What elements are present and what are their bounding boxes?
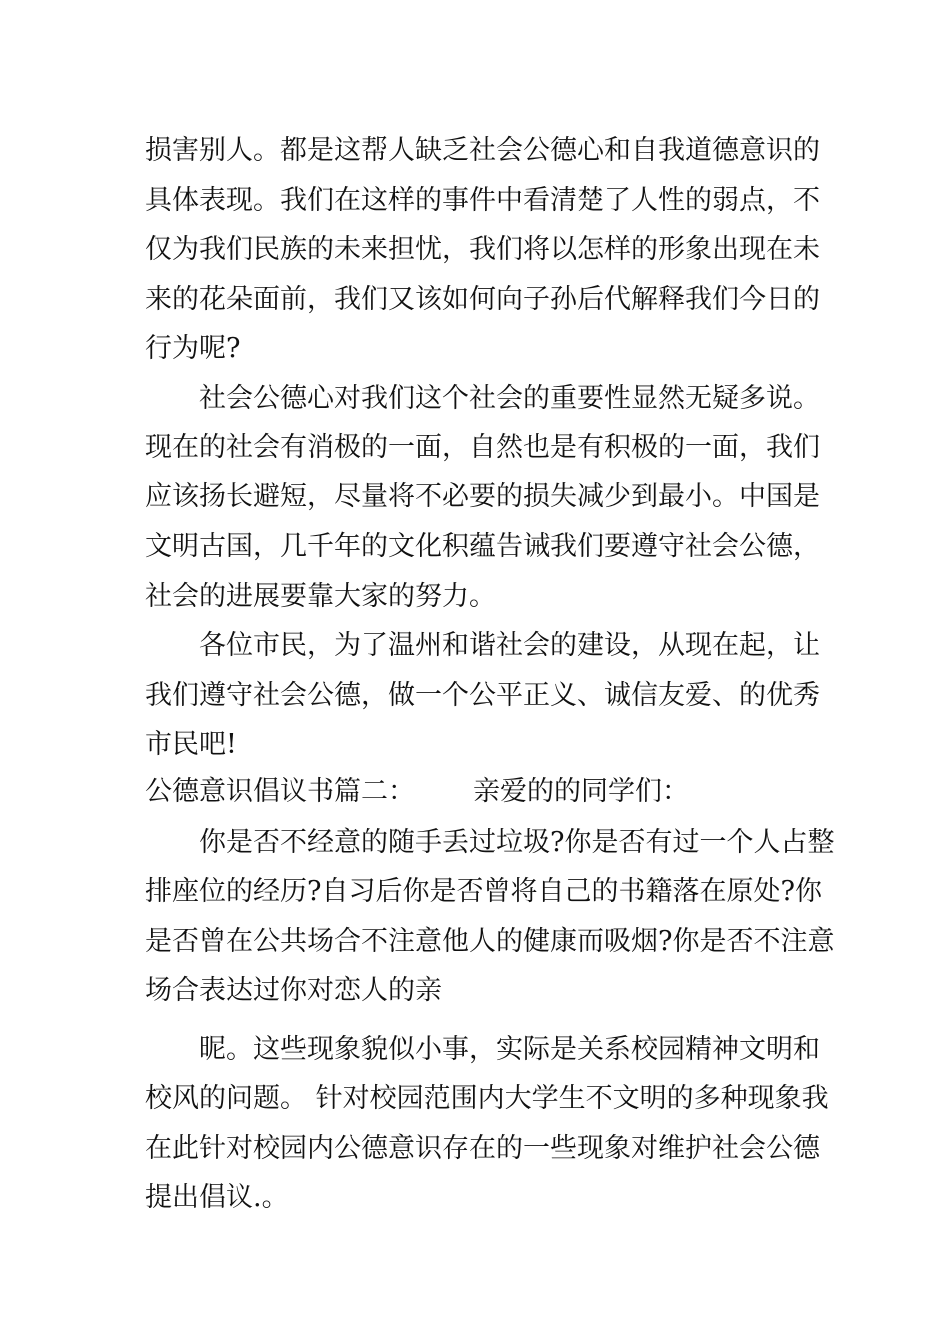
paragraph-line: 市民吧! bbox=[145, 729, 237, 760]
salutation: 亲爱的的同学们： bbox=[473, 776, 689, 807]
paragraph-line: 损害别人。都是这帮人缺乏社会公德心和自我道德意识的 bbox=[145, 135, 820, 166]
paragraph-line: 排座位的经历?自习后你是否曾将自己的书籍落在原处?你 bbox=[145, 876, 822, 907]
paragraph-line: 仅为我们民族的未来担忧，我们将以怎样的形象出现在未 bbox=[145, 234, 820, 265]
paragraph-line: 是否曾在公共场合不注意他人的健康而吸烟?你是否不注意 bbox=[145, 926, 835, 957]
paragraph-line: 现在的社会有消极的一面，自然也是有积极的一面，我们 bbox=[145, 432, 820, 463]
section-heading-line bbox=[145, 772, 810, 812]
paragraph-line: 在此针对校园内公德意识存在的一些现象对维护社会公德 bbox=[145, 1133, 820, 1164]
paragraph-line: 社会公德心对我们这个社会的重要性显然无疑多说。 bbox=[199, 383, 820, 414]
paragraph-line: 昵。这些现象貌似小事，实际是关系校园精神文明和 bbox=[199, 1034, 820, 1065]
paragraph-line: 提出倡议.。 bbox=[145, 1182, 289, 1213]
paragraph-line: 社会的进展要靠大家的努力。 bbox=[145, 581, 496, 612]
paragraph-line: 校风的问题。 针对校园范围内大学生不文明的多种现象我 bbox=[145, 1083, 829, 1114]
paragraph-line: 行为呢? bbox=[145, 333, 241, 364]
paragraph-line: 应该扬长避短，尽量将不必要的损失减少到最小。中国是 bbox=[145, 481, 820, 512]
paragraph-line: 我们遵守社会公德，做一个公平正义、诚信友爱、的优秀 bbox=[145, 680, 820, 711]
paragraph-line: 你是否不经意的随手丢过垃圾?你是否有过一个人占整 bbox=[199, 827, 835, 858]
paragraph-line: 具体表现。我们在这样的事件中看清楚了人性的弱点，不 bbox=[145, 185, 820, 216]
section-title: 公德意识倡议书篇二： bbox=[145, 776, 415, 807]
paragraph-line: 文明古国，几千年的文化积蕴告诫我们要遵守社会公德， bbox=[145, 531, 820, 562]
paragraph-line: 场合表达过你对恋人的亲 bbox=[145, 975, 442, 1006]
paragraph-line: 各位市民，为了温州和谐社会的建设，从现在起，让 bbox=[199, 630, 820, 661]
paragraph-line: 来的花朵面前，我们又该如何向子孙后代解释我们今日的 bbox=[145, 284, 820, 315]
